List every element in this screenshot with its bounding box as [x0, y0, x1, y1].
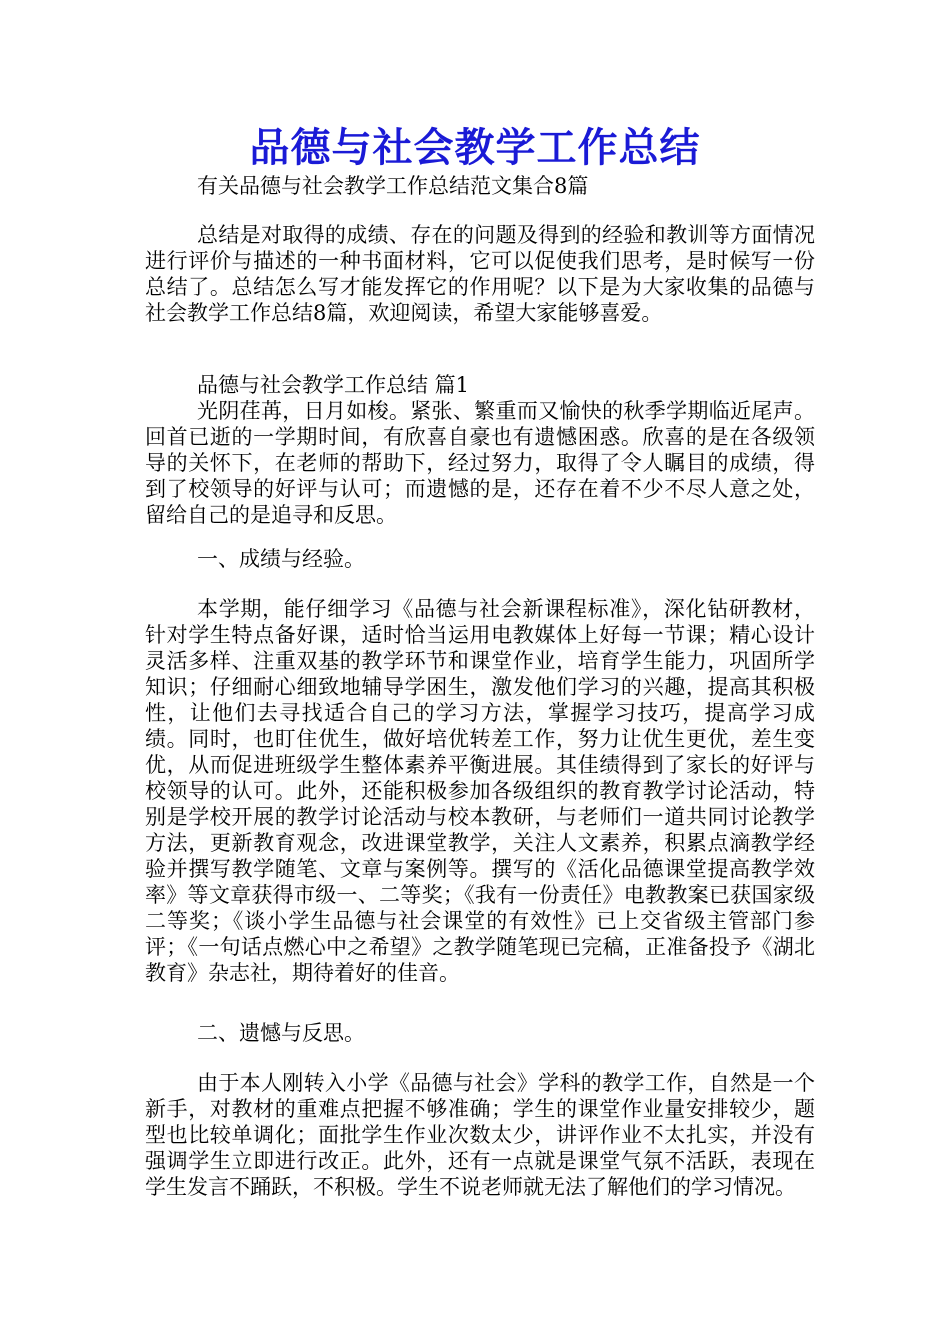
section-paragraph-1: 光阴荏苒，日月如梭。紧张、繁重而又愉快的秋季学期临近尾声。回首已逝的一学期时间，有欣喜自豪也有遗憾困惑。欣喜的是在各级领导的关怀下，在老师的帮助下，经过努力，取得了令人瞩目的成绩，得到了校领导的好评与认可；而遗憾的是，还存在着不少不尽人意之处，留给自己的是追寻和反思。 — [145, 399, 815, 527]
document-subtitle: 有关品德与社会教学工作总结范文集合8篇 — [197, 174, 589, 198]
section-heading-reflections: 二、遗憾与反思。 — [197, 1021, 365, 1045]
section-title: 品德与社会教学工作总结 篇1 — [197, 373, 470, 397]
document-title: 品德与社会教学工作总结 — [249, 125, 701, 171]
section-paragraph-3: 由于本人刚转入小学《品德与社会》学科的教学工作，自然是一个新手，对教材的重难点把握不够准确；学生的课堂作业量安排较少，题型也比较单调化；面批学生作业次数太少，讲评作业不太扎实，并没有强调学生立即进行改正。此外，还有一点就是课堂气氛不活跃，表现在学生发言不踊跃，不积极。学生不说老师就无法了解他们的学习情况。 — [145, 1071, 815, 1199]
section-paragraph-2: 本学期，能仔细学习《品德与社会新课程标准》，深化钻研教材，针对学生特点备好课，适时恰当运用电教媒体上好每一节课；精心设计灵活多样、注重双基的教学环节和课堂作业，培育学生能力，巩固所学知识；仔细耐心细致地辅导学困生，激发他们学习的兴趣，提高其积极性，让他们去寻找适合自己的学习方法，掌握学习技巧，提高学习成绩。同时，也盯住优生，做好培优转差工作，努力让优生更优，差生变优，从而促进班级学生整体素养平衡进展。其佳绩得到了家长的好评与校领导的认可。此外，还能积极参加各级组织的教育教学讨论活动，特别是学校开展的教学讨论活动与校本教研，与老师们一道共同讨论教学方法，更新教育观念，改进课堂教学，关注人文素养，积累点滴教学经验并撰写教学随笔、文章与案例等。撰写的《活化品德课堂提高教学效率》等文章获得市级一、二等奖；《我有一份责任》电教教案已获国家级二等奖；《谈小学生品德与社会课堂的有效性》已上交省级主管部门参评；《一句话点燃心中之希望》之教学随笔现已完稿，正准备投予《湖北教育》杂志社，期待着好的佳音。 — [145, 597, 815, 985]
intro-paragraph: 总结是对取得的成绩、存在的问题及得到的经验和教训等方面情况进行评价与描述的一种书面材料，它可以促使我们思考，是时候写一份总结了。总结怎么写才能发挥它的作用呢？以下是为大家收集的品德与社会教学工作总结8篇，欢迎阅读，希望大家能够喜爱。 — [145, 223, 815, 325]
section-heading-achievements: 一、成绩与经验。 — [197, 547, 365, 571]
